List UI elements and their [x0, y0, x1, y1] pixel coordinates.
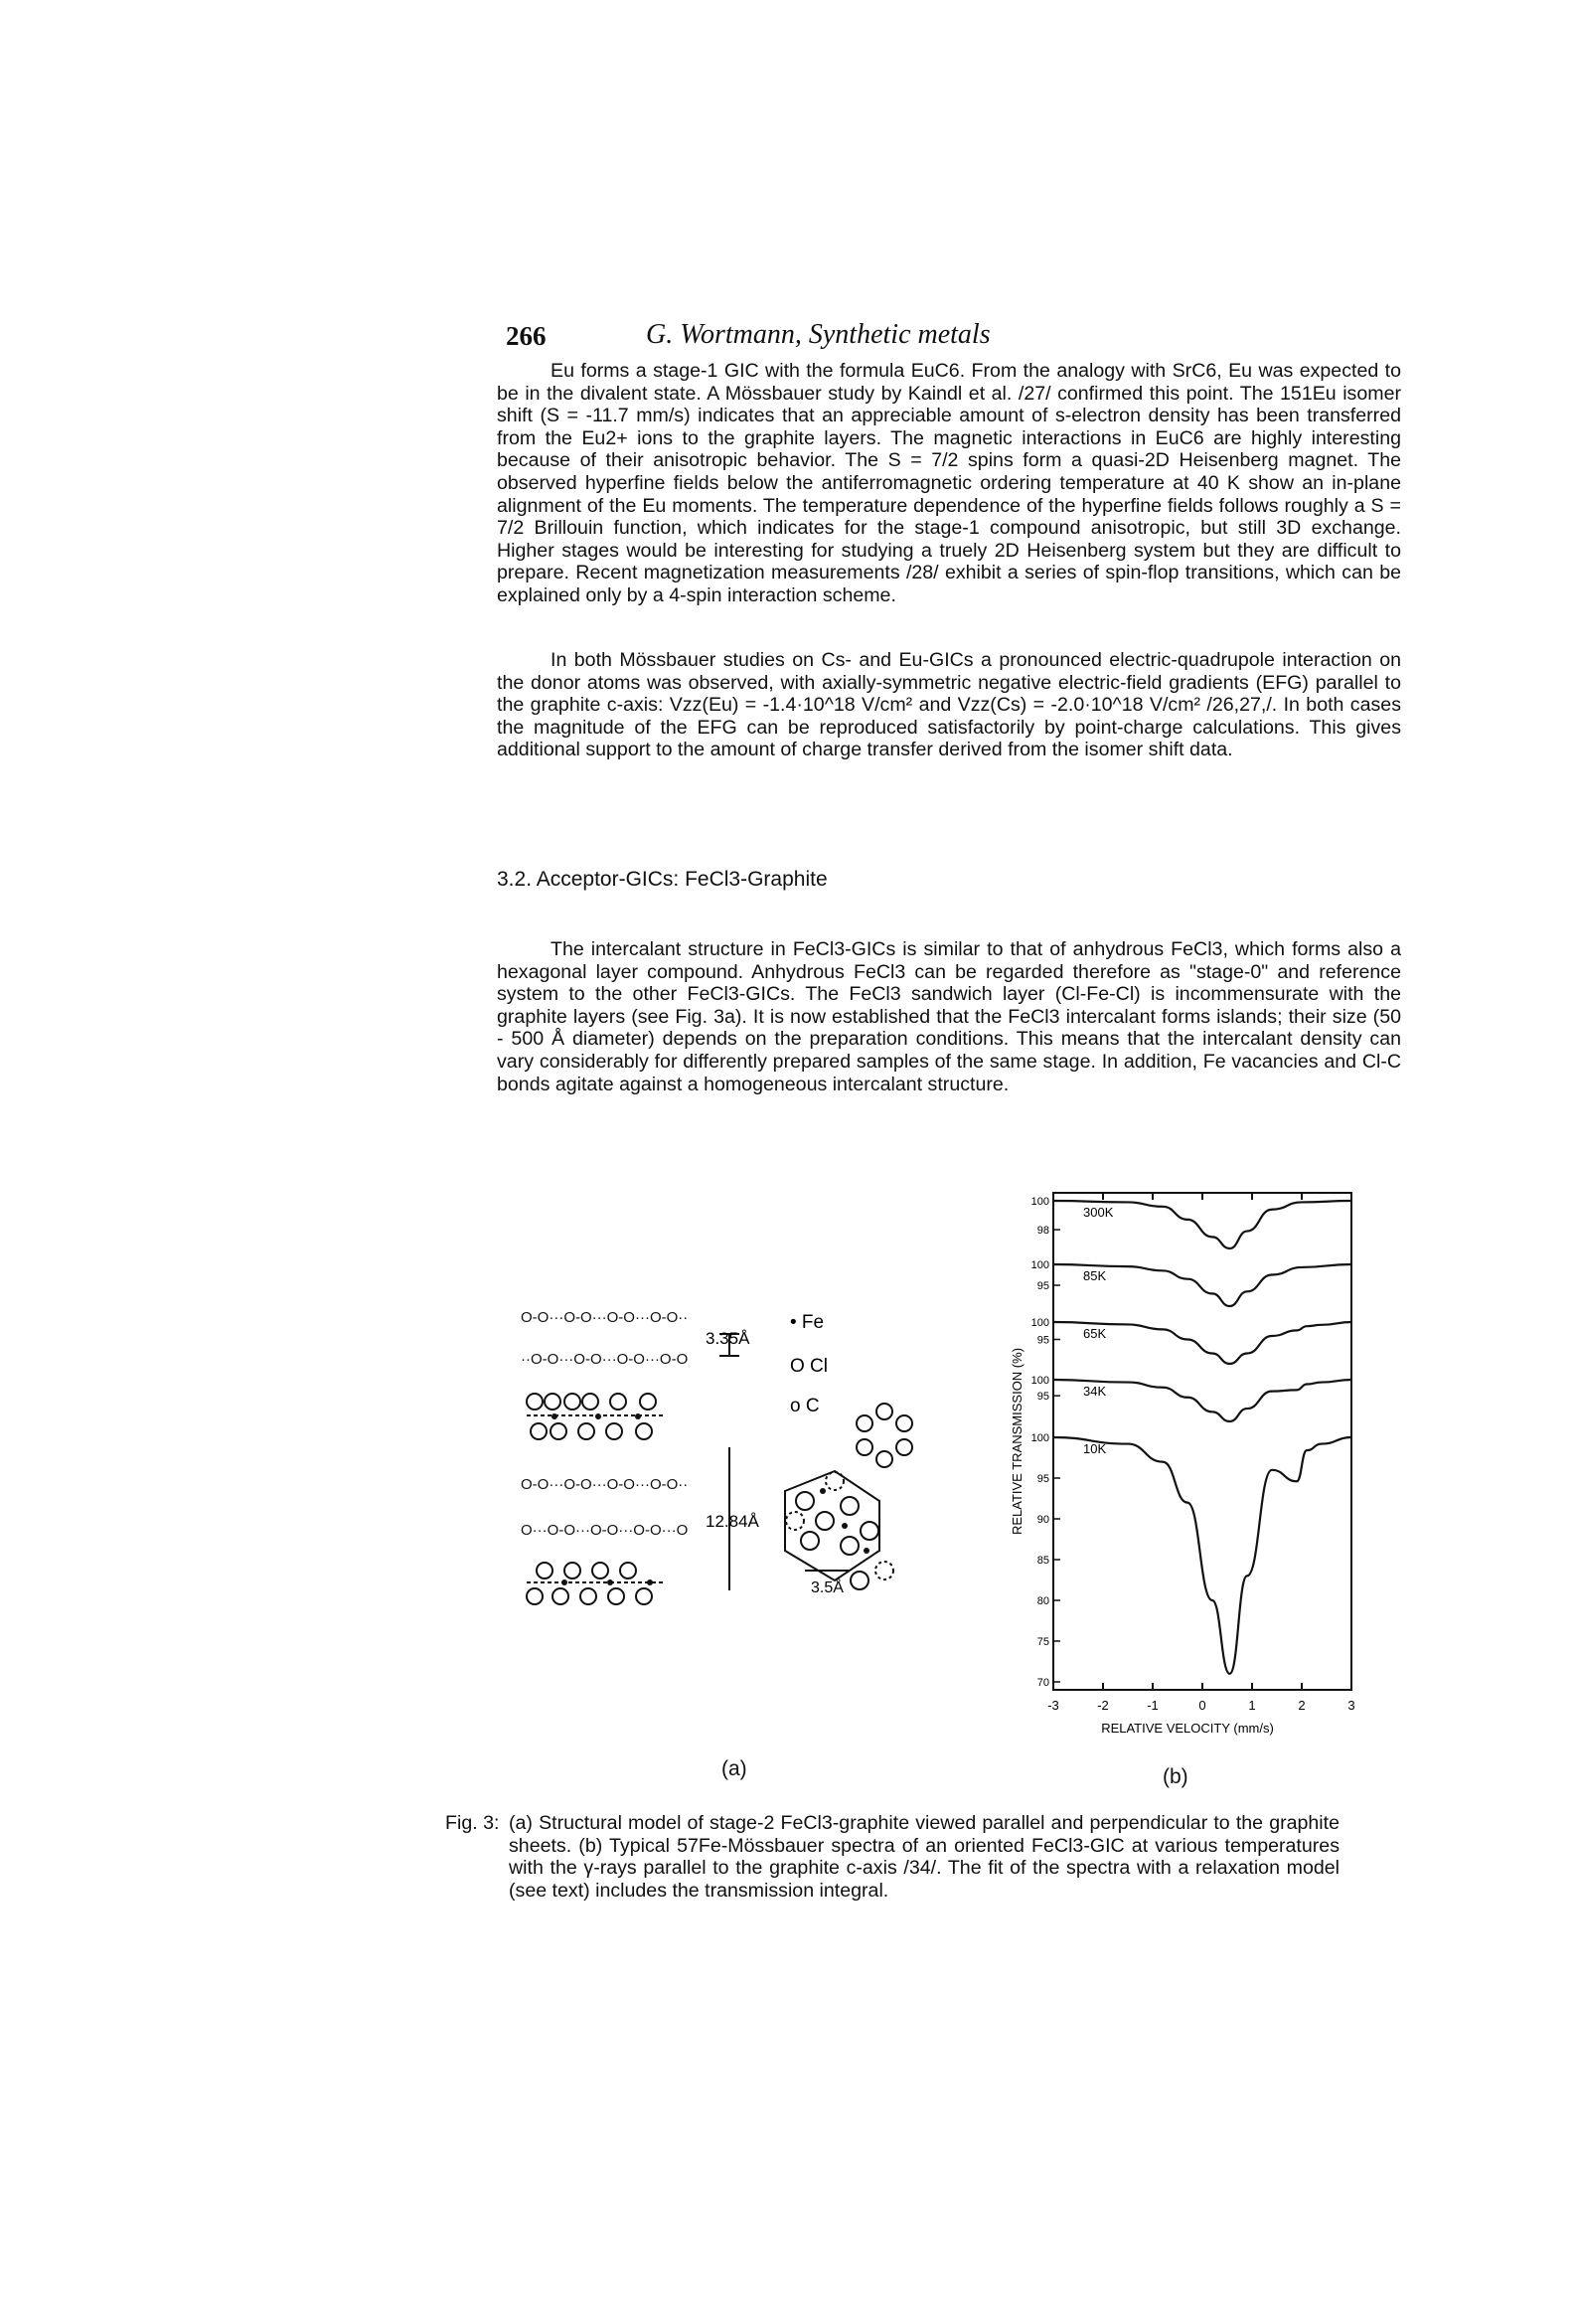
- y-tick-label: 100: [1030, 1196, 1049, 1208]
- graphite-chain-1: O-O···O-O···O-O···O-O··: [521, 1309, 689, 1326]
- y-axis-label: RELATIVE TRANSMISSION (%): [1010, 1347, 1025, 1536]
- repeat-distance-label: 12.84Å: [706, 1512, 759, 1531]
- y-tick-label: 95: [1036, 1334, 1049, 1347]
- y-tick-label: 100: [1030, 1259, 1049, 1271]
- y-tick-label: 100: [1030, 1432, 1049, 1444]
- hexagon-top-view: [785, 1404, 912, 1589]
- y-tick-label: 95: [1036, 1473, 1049, 1485]
- paragraph-text: Eu forms a stage-1 GIC with the formula EuC6. From the analogy with SrC6, Eu was expected to be in the divalent state. A Mössbauer study by Kaindl et al. /27/ confirmed this point. The 151Eu isomer shift (S = -11.7 mm/s) indicates that an appreciable amount of s-electron density has been transferred from the Eu2+ ions to the graphite layers. The magnetic interactions in EuC6 are highly interesting because of their anisotropic behavior. The S = 7/2 spins form a quasi-2D Heisenberg magnet. The observed hyperfine fields below the antiferromagnetic ordering temperature at 40 K show an in-plane alignment of the Eu moments. The temperature dependence of the hyperfine fields follows roughly a S = 7/2 Brillouin function, which indicates for the stage-1 compound anisotropic, but still 3D exchange. Higher stages would be interesting for studying a truely 2D Heisenberg system but they are difficult to prepare. Recent magnetization measurements /28/ exhibit a series of spin-flop transitions, which can be explained only by a 4-spin interaction scheme.: [497, 360, 1401, 606]
- legend-fe: • Fe: [790, 1312, 825, 1333]
- figure-caption: [445, 1812, 1340, 1902]
- y-tick-label: 75: [1036, 1636, 1049, 1648]
- x-tick-label: 3: [1347, 1698, 1355, 1713]
- paragraph-eu-gic: [497, 360, 1401, 607]
- paragraph-text: The intercalant structure in FeCl3-GICs is similar to that of anhydrous FeCl3, which forms also a hexagonal layer compound. Anhydrous FeCl3 can be regarded therefore as "stage-0" and reference system to the other FeCl3-GICs. The FeCl3 sandwich layer (Cl-Fe-Cl) is incommensurate with the graphite layers (see Fig. 3a). It is now established that the FeCl3 intercalant forms islands; their size (50 - 500 Å diameter) depends on the preparation conditions. This means that the intercalant density can vary considerably for differently prepared samples of the same stage. In addition, Fe vacancies and Cl-C bonds agitate against a homogeneous intercalant structure.: [497, 938, 1401, 1095]
- paragraph-efg: [497, 649, 1401, 761]
- x-tick-label: -3: [1047, 1698, 1059, 1713]
- lattice-constant-label: 3.5Å: [811, 1579, 844, 1596]
- x-tick-label: -1: [1147, 1698, 1159, 1713]
- temperature-label: 85K: [1083, 1268, 1107, 1283]
- page-number: 266: [506, 321, 547, 351]
- legend-c: o C: [790, 1396, 820, 1416]
- spacing-label: 3.35Å: [706, 1329, 750, 1348]
- x-axis-label: RELATIVE VELOCITY (mm/s): [1101, 1721, 1274, 1736]
- graphite-chain-2: ··O-O···O-O···O-O···O-O: [521, 1351, 689, 1368]
- panel-b-label: (b): [1163, 1765, 1188, 1788]
- spectrum-10K: [1053, 1437, 1351, 1674]
- paragraph-text: In both Mössbauer studies on Cs- and Eu-GICs a pronounced electric-quadrupole interaction on the donor atoms was observed, with axially-symmetric negative electric-field gradients (EFG) parallel to the graphite c-axis: Vzz(Eu) = -1.4·10^18 V/cm² and Vzz(Cs) = -2.0·10^18 V/cm² /26,27,/. In both cases the magnitude of the EFG can be reproduced satisfactorily by point-charge calculations. This gives additional support to the amount of charge transfer derived from the isomer shift data.: [497, 649, 1401, 761]
- mossbauer-spectra-chart: [1004, 1183, 1371, 1759]
- x-tick-label: -2: [1097, 1698, 1109, 1713]
- temperature-label: 34K: [1083, 1384, 1107, 1399]
- y-tick-label: 100: [1030, 1317, 1049, 1329]
- y-tick-label: 95: [1036, 1391, 1049, 1404]
- y-tick-label: 100: [1030, 1375, 1049, 1387]
- structural-model-figure: [507, 1292, 964, 1620]
- panel-a-label: (a): [721, 1757, 747, 1780]
- temperature-label: 10K: [1083, 1441, 1107, 1456]
- y-tick-label: 85: [1036, 1555, 1049, 1567]
- caption-label: Fig. 3:: [445, 1812, 500, 1834]
- running-head: G. Wortmann, Synthetic metals: [646, 319, 991, 350]
- section-heading: 3.2. Acceptor-GICs: FeCl3-Graphite: [497, 868, 828, 891]
- paragraph-fecl3: [497, 938, 1401, 1095]
- y-tick-label: 70: [1036, 1677, 1049, 1689]
- y-tick-label: 90: [1036, 1514, 1049, 1526]
- caption-text: (a) Structural model of stage-2 FeCl3-graphite viewed parallel and perpendicular to the graphite sheets. (b) Typical 57Fe-Mössbauer spectra of an oriented FeCl3-GIC at various temperatures with the γ-rays parallel to the graphite c-axis /34/. The fit of the spectra with a relaxation model (see text) includes the transmission integral.: [509, 1812, 1340, 1902]
- graphite-chain-3: O-O···O-O···O-O···O-O··: [521, 1476, 689, 1493]
- fecl3-sandwich-lower: [527, 1563, 666, 1604]
- temperature-label: 300K: [1083, 1205, 1114, 1220]
- graphite-chain-4: O···O-O···O-O···O-O···O: [521, 1522, 689, 1539]
- y-tick-label: 95: [1036, 1280, 1049, 1292]
- y-tick-label: 98: [1036, 1225, 1049, 1238]
- x-tick-label: 1: [1248, 1698, 1256, 1713]
- x-tick-label: 2: [1298, 1698, 1306, 1713]
- y-tick-label: 80: [1036, 1595, 1049, 1607]
- x-tick-label: 0: [1198, 1698, 1206, 1713]
- legend-cl: O Cl: [790, 1356, 828, 1377]
- temperature-label: 65K: [1083, 1326, 1107, 1341]
